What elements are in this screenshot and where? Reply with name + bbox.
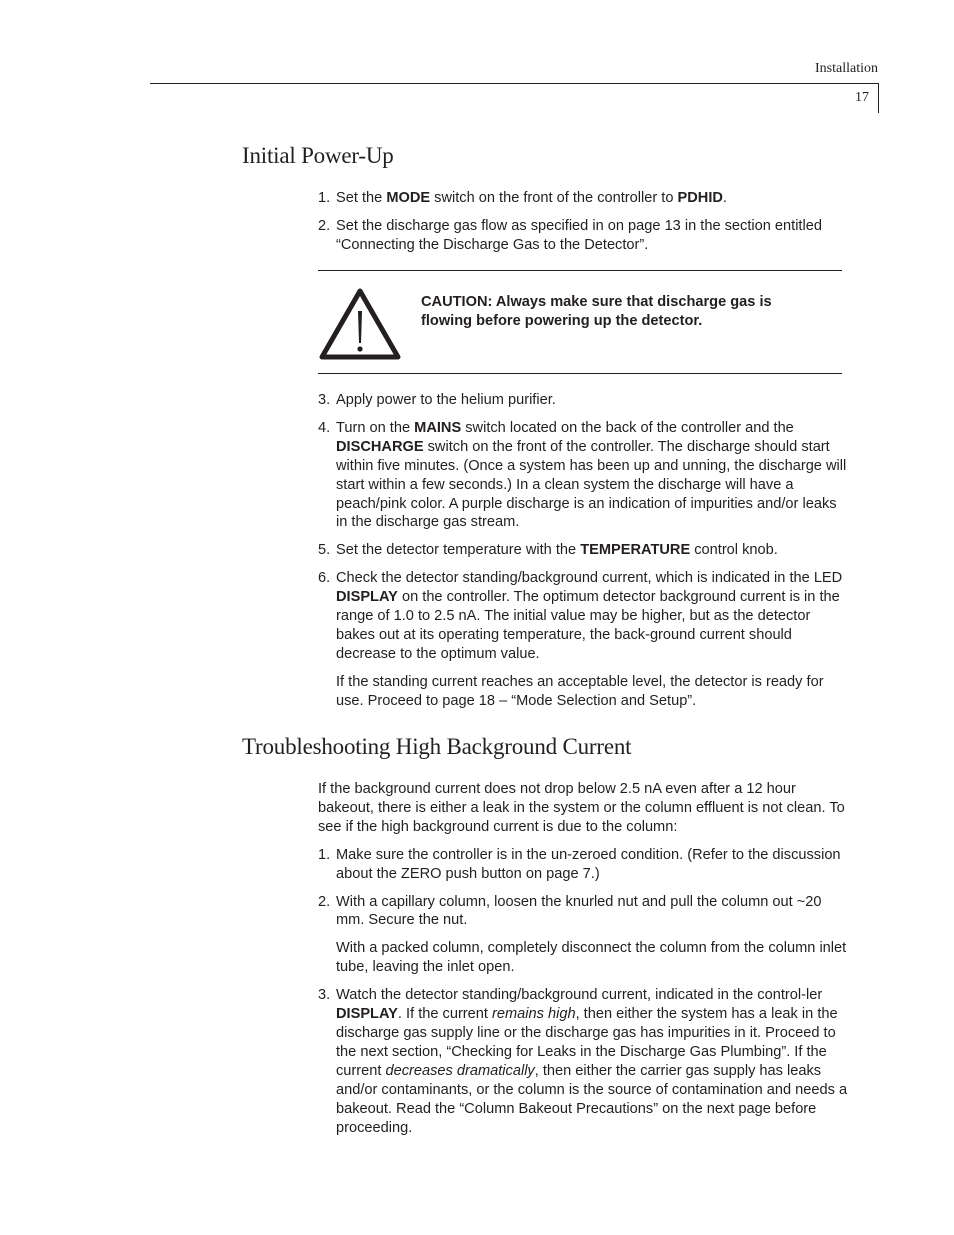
- section-title-initial-power-up: Initial Power-Up: [242, 143, 394, 168]
- item-number: 3.: [318, 987, 331, 1004]
- item-number: 4.: [318, 419, 331, 436]
- control-label: DISCHARGE: [336, 438, 424, 455]
- item-number: 2.: [318, 217, 331, 234]
- control-label: DISPLAY: [336, 1006, 398, 1023]
- list-item: 4. Turn on the MAINS switch located on the back of the controller and the DISCHARGE switch on the front of the controller. The discharge should start within five minutes. (Once a system has been up and unning, the discharge will start within a few seconds.) In a clean system the discharge will have a peach/pink color. A purple discharge is an indication of impurities and/or leaks in the discharge gas stream.: [318, 419, 847, 531]
- list-item: 3. Apply power to the helium purifier.: [318, 392, 556, 408]
- list-item: 2. With a capillary column, loosen the knurled nut and pull the column out ~20 mm. Secure the nut.: [318, 893, 822, 929]
- page-number: 17: [855, 90, 869, 105]
- list-item: 1. Set the MODE switch on the front of the controller to PDHID.: [318, 190, 727, 206]
- control-label: MAINS: [414, 419, 462, 436]
- page-number-box: [830, 84, 879, 113]
- list-item: 1. Make sure the controller is in the un-zeroed condition. (Refer to the discussion about the ZERO push button on page 7.): [318, 846, 841, 882]
- running-head: Installation: [815, 61, 878, 76]
- power-up-steps-3-6: [318, 391, 848, 720]
- caution-text: CAUTION: Always make sure that discharge gas is flowing before powering up the detector.: [421, 294, 772, 329]
- section-title-troubleshooting: Troubleshooting High Background Current: [242, 734, 632, 759]
- troubleshooting-body: [318, 780, 848, 1146]
- item-number: 1.: [318, 190, 331, 206]
- caution-box: [318, 270, 842, 374]
- control-label: MODE: [386, 190, 431, 206]
- list-item: 5. Set the detector temperature with the TEMPERATURE control knob.: [318, 542, 778, 559]
- header-rule: [150, 83, 879, 84]
- list-item-continuation: If the standing current reaches an acceptable level, the detector is ready for use. Proceed to page 18 – “Mode Selection and Setup”.: [336, 673, 824, 709]
- list-item: 6. Check the detector standing/background current, which is indicated in the LED DISPLAY on the controller. The optimum detector background current is in the range of 1.0 to 2.5 nA. The initial value may be higher, but as the detector bakes out at its operating temperature, the back-ground current should decrease to the optimum value.: [318, 570, 843, 662]
- item-number: 1.: [318, 846, 331, 863]
- control-label: TEMPERATURE: [580, 542, 691, 559]
- control-label: PDHID: [677, 190, 723, 206]
- power-up-steps-1-2: [318, 189, 848, 264]
- emphasis: decreases dramatically: [385, 1062, 535, 1079]
- list-item-continuation: With a packed column, completely disconnect the column from the column inlet tube, leaving the inlet open.: [336, 940, 847, 976]
- emphasis: remains high: [492, 1006, 576, 1023]
- intro-paragraph: If the background current does not drop below 2.5 nA even after a 12 hour bakeout, there is either a leak in the system or the column effluent is not clean. To see if the high background current is due to the column:: [318, 781, 845, 835]
- list-item: 3. Watch the detector standing/background current, indicated in the control-ler DISPLAY. If the current remains high, then either the system has a leak in the discharge gas supply line or the discharge gas has impurities in it. Proceed to the next section, “Checking for Leaks in the Discharge Gas Plumbing”. If the current decreases dramatically, then either the carrier gas supply has leaks and/or contaminants, or the column is the source of contamination and needs a bakeout. Read the “Column Bakeout Precautions” on the next page before proceeding.: [318, 987, 848, 1136]
- control-label: DISPLAY: [336, 589, 398, 606]
- item-number: 2.: [318, 893, 331, 910]
- item-number: 5.: [318, 542, 331, 559]
- warning-triangle-icon: [318, 287, 402, 361]
- item-number: 6.: [318, 570, 331, 587]
- list-item: 2. Set the discharge gas flow as specified in on page 13 in the section entitled “Connecting the Discharge Gas to the Detector”.: [318, 217, 822, 253]
- item-number: 3.: [318, 392, 331, 408]
